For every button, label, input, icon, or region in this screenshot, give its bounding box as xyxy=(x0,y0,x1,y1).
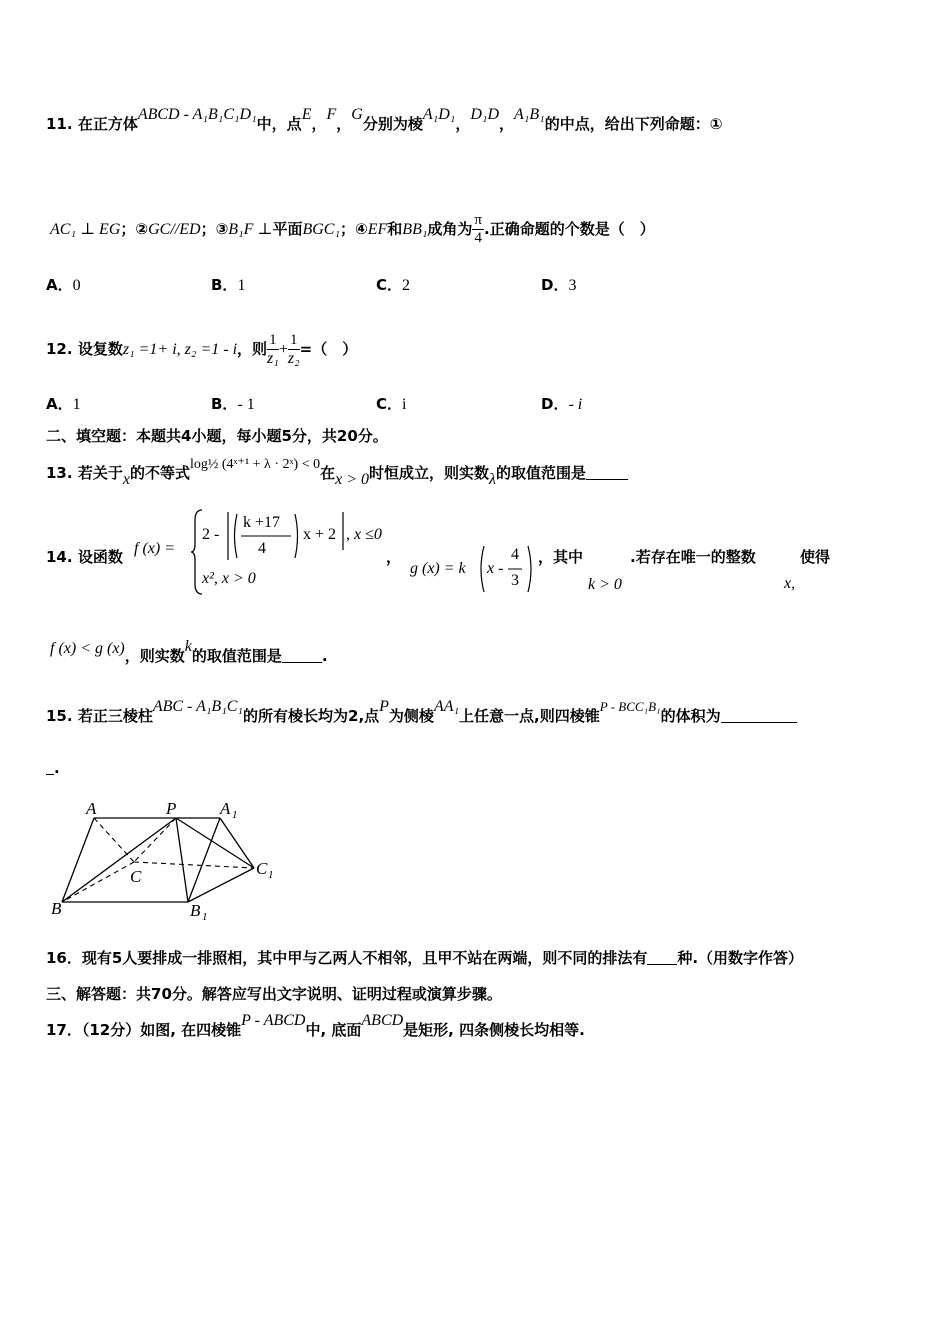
q15-period: . xyxy=(54,759,60,777)
circle-2: ② xyxy=(135,220,149,238)
q15-p: P xyxy=(379,698,389,715)
q11-option-c[interactable]: C．2 xyxy=(376,276,411,294)
label-c1-sub: 1 xyxy=(268,869,274,881)
q12-text: ，则 xyxy=(237,340,268,358)
q17-text: 是矩形, 四条侧棱长均相等. xyxy=(403,1021,585,1039)
q14-answer-blank[interactable] xyxy=(282,648,322,663)
label-c: C xyxy=(130,867,142,886)
case-1-cond: , x ≤0 xyxy=(346,526,382,543)
q14-x: x, xyxy=(784,575,796,592)
edge-a1b1: A₁B₁ xyxy=(514,106,545,123)
label-a1-sub: 1 xyxy=(232,809,238,821)
q16-answer-blank[interactable] xyxy=(647,950,677,965)
prop-2: GC//ED xyxy=(148,221,201,238)
q12-option-b[interactable]: B．- 1 xyxy=(211,395,255,413)
prop-4b: BB₁ xyxy=(402,221,428,238)
q11-text: 的中点，给出下列命题：① xyxy=(544,115,723,133)
q12-option-c[interactable]: C．i xyxy=(376,395,407,413)
q11-text: 在正方体 xyxy=(77,115,138,133)
q13-x: x xyxy=(122,471,130,488)
frac-1-z1: $\frac{1}{\text{z₁}}$ xyxy=(267,332,279,367)
q15-pyramid: P - BCC₁B₁ xyxy=(599,699,661,714)
prop-4a: EF xyxy=(367,221,388,238)
q15-line xyxy=(46,698,797,727)
edge-a1d1: A₁D₁ xyxy=(422,106,456,123)
gx-num: 4 xyxy=(511,546,519,563)
q13-text: 时恒成立，则实数 xyxy=(369,464,490,482)
q11-text: 和 xyxy=(387,220,403,238)
q11-option-b[interactable]: B．1 xyxy=(211,276,246,294)
q14-text: 设函数 xyxy=(77,548,123,566)
pi-over-4: $\frac{\pi}{4}$ xyxy=(474,212,482,246)
q13-answer-blank[interactable] xyxy=(586,465,628,480)
q12-z: z₁ =1+ i, z₂ =1 - i xyxy=(122,341,238,358)
frac-4: 4 xyxy=(258,540,266,557)
q11-number: 11. xyxy=(46,115,73,133)
q14-text-where: ，其中 xyxy=(538,548,584,566)
q15-text: 的体积为 xyxy=(660,707,721,725)
q11-cube: ABCD - A₁B₁C₁D₁ xyxy=(137,106,257,123)
q15-aa1: AA₁ xyxy=(433,698,460,715)
q14-text-such: 使得 xyxy=(800,548,831,566)
label-a: A xyxy=(86,799,97,818)
q14-k-cond: k > 0 xyxy=(588,576,622,593)
point-e: E xyxy=(301,106,312,123)
edge-p-b1 xyxy=(176,818,188,902)
q12-text: =（ ） xyxy=(299,340,358,358)
edge-p-c xyxy=(134,818,176,862)
q13-inequality: log½ (4ˣ⁺¹ + λ · 2ˣ) < 0 xyxy=(189,457,321,472)
frac-1-z2: $\frac{1}{\text{z₂}}$ xyxy=(287,332,300,367)
q13-line xyxy=(46,457,628,488)
q12-text: 设复数 xyxy=(77,340,123,358)
q15-answer-blank[interactable] xyxy=(721,708,797,723)
q14-period: . xyxy=(321,647,328,665)
q14-label xyxy=(46,547,123,567)
label-b1: B xyxy=(190,901,201,920)
q14-text: 的取值范围是 xyxy=(191,647,282,665)
q14-number: 14. xyxy=(46,548,73,566)
q14-line2 xyxy=(50,638,328,667)
q11-text: 成角为 xyxy=(427,220,473,238)
q13-text: 在 xyxy=(320,464,336,482)
q13-condition: x > 0 xyxy=(335,471,370,488)
label-p: P xyxy=(166,799,177,818)
q13-number: 13. xyxy=(46,464,73,482)
edge-p-b xyxy=(62,818,176,902)
q13-text: 的不等式 xyxy=(129,464,190,482)
circle-4: ④ xyxy=(355,220,368,238)
q17-line xyxy=(46,1012,585,1041)
q13-text: 的取值范围是 xyxy=(495,464,586,482)
q12-number: 12. xyxy=(46,340,73,358)
prop-3b: BGC₁ xyxy=(302,221,341,238)
edge-a1-c1 xyxy=(220,818,254,868)
q14-text: ，则实数 xyxy=(124,647,185,665)
edge-d1d: D₁D xyxy=(470,106,499,123)
q17-text: 17．（12分）如图, 在四棱锥 xyxy=(46,1021,242,1039)
circle-3: ③ xyxy=(215,220,229,238)
q11-text: 分别为棱 xyxy=(362,115,423,133)
q15-answer-blank-cont[interactable] xyxy=(46,760,54,775)
edge-c-c1 xyxy=(134,862,254,868)
prop-1: AC₁ ⊥ EG xyxy=(50,221,121,238)
q15-text: 上任意一点,则四棱锥 xyxy=(459,707,600,725)
edge-c1-b1 xyxy=(188,868,254,902)
q14-fx: f (x) = xyxy=(134,540,175,557)
label-b1-sub: 1 xyxy=(202,911,208,923)
q11-line2: AC₁ ⊥ EG；②GC//ED；③B₁F ⊥平面BGC₁；④EF和BB₁成角为 $\frac{\pi}{4}$ .正确命题的个数是（ ） xyxy=(50,212,655,246)
frac-k17: k +17 xyxy=(243,514,281,531)
edge-a-c xyxy=(94,818,134,862)
q11-line1: 11. 在正方体ABCD - A₁B₁C₁D₁中，点E，F，G分别为棱A₁D₁，D₁D，A₁B₁的中点，给出下列命题：① xyxy=(46,106,723,133)
gx-den: 3 xyxy=(511,572,519,589)
case-2: x², x > 0 xyxy=(202,570,256,587)
q13-lambda: λ xyxy=(489,471,496,488)
q14-inequality: f (x) < g (x) xyxy=(50,640,125,657)
section-2-heading: 二、填空题：本题共4小题，每小题5分，共20分。 xyxy=(46,427,388,445)
gx-x-minus: x - xyxy=(487,560,504,577)
q11-option-d[interactable]: D．3 xyxy=(541,276,577,294)
section-3-heading: 三、解答题：共70分。解答应写出文字说明、证明过程或演算步骤。 xyxy=(46,985,502,1003)
q12-line: 12. 设复数z₁ =1+ i, z₂ =1 - i，则 $\frac{1}{\text{z₁}}$ + $\frac{1}{\text{z₂}}$ =（ ） xyxy=(46,332,358,367)
q11-text: 平面 xyxy=(272,220,303,238)
q16-text-end: 种.（用数字作答） xyxy=(677,949,804,967)
edge-p-c1 xyxy=(176,818,254,868)
q14-text-unique: .若存在唯一的整数 xyxy=(630,548,756,566)
label-c1: C xyxy=(256,859,268,878)
q13-text: 若关于 xyxy=(77,464,123,482)
edge-a1-b1 xyxy=(188,818,220,902)
q15-text: 的所有棱长均为2,点 xyxy=(243,707,380,725)
edge-a-b xyxy=(62,818,94,902)
q15-text: 为侧棱 xyxy=(388,707,434,725)
prism-figure xyxy=(48,796,288,924)
q11-text: 中，点 xyxy=(256,115,302,133)
q12-option-d[interactable]: D．- i xyxy=(541,395,583,413)
q17-base: ABCD xyxy=(361,1012,404,1029)
prop-3a: B₁F ⊥ xyxy=(228,221,273,238)
q17-text: 中, 底面 xyxy=(305,1021,362,1039)
case-1-x2: x + 2 xyxy=(303,526,337,543)
q14-gx: g (x) = k xyxy=(410,560,466,577)
point-g: G xyxy=(351,106,363,123)
label-b: B xyxy=(51,899,62,918)
q15-prism: ABC - A₁B₁C₁ xyxy=(152,698,243,715)
q11-option-a[interactable]: A．0 xyxy=(46,276,81,294)
q17-pyramid: P - ABCD xyxy=(241,1012,306,1029)
q12-option-a[interactable]: A．1 xyxy=(46,395,81,413)
case-1-prefix: 2 - xyxy=(202,526,220,543)
q15-line2 xyxy=(46,758,60,778)
q15-number: 15. xyxy=(46,707,73,725)
q14-k: k xyxy=(184,638,192,655)
q15-text: 若正三棱柱 xyxy=(77,707,153,725)
edge-c-b xyxy=(62,862,134,902)
label-a1: A xyxy=(220,799,231,818)
q11-text: .正确命题的个数是（ ） xyxy=(484,220,655,238)
q14-comma: ， xyxy=(386,548,402,566)
q16-line xyxy=(46,948,803,968)
q16-text: 16．现有5人要排成一排照相，其中甲与乙两人不相邻，且甲不站在两端，则不同的排法有 xyxy=(46,949,648,967)
point-f: F xyxy=(326,106,337,123)
